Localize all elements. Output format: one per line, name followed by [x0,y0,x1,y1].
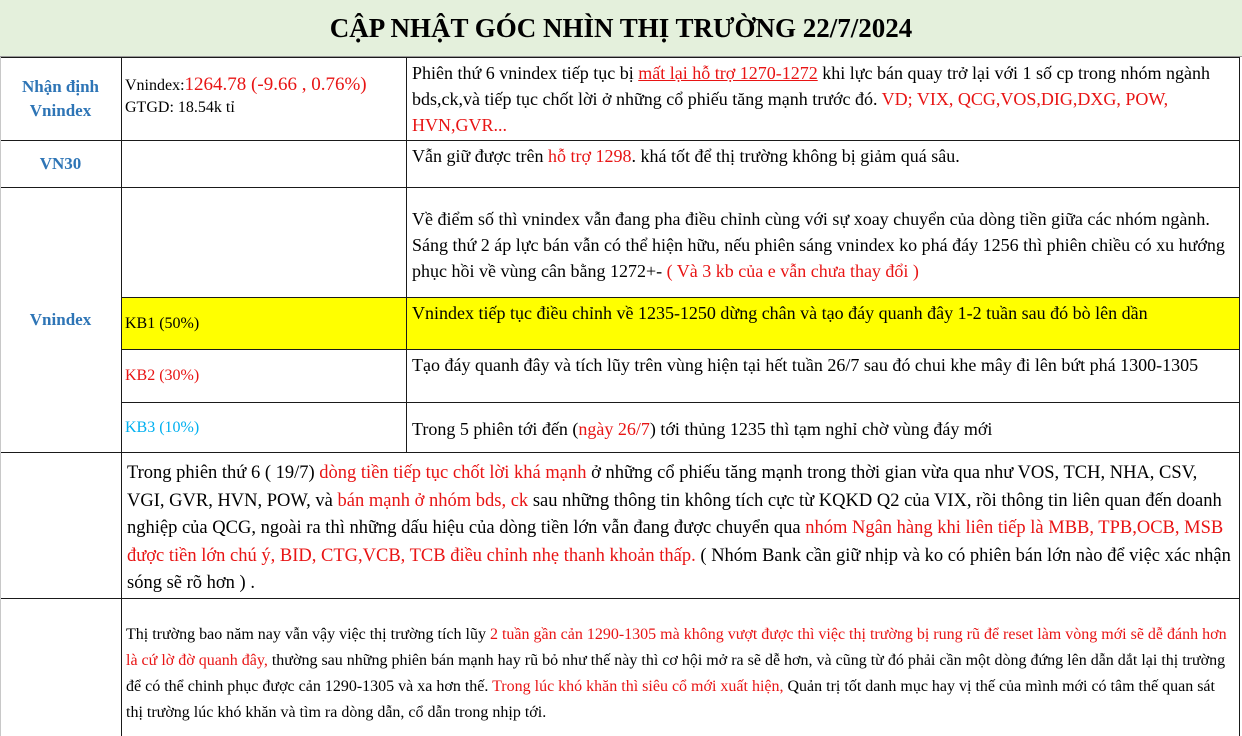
label-vnindex: Vnindex [29,310,92,329]
market-paragraph-2 [122,622,1239,734]
comment-vnindex [407,204,1239,296]
label-vn30: VN30 [39,154,82,173]
comment-vnindex-t1: Về điểm số thì vnindex vẫn đang pha điều chỉnh cùng với sự xoay chuyển của dòng tiền giữa các nhóm ngành. Sáng thứ 2 áp lực bán vẫn có thể hiện hữu, nếu phiên sáng vnindex ko phá đáy 1256 thì phiên chiều có xu hướng phục hồi về vùng cân bằng 1272+- [412,209,1225,281]
para2-c: thường sau những phiên bán mạnh hay rũ bỏ như thế này thì cơ hội mở ra sẽ dễ hơn, và cũng từ đó phải cần một dòng đứng lên dẫn dắt lại thị trường để có thể chinh phục được cản 1290-1305 và xa hơn thế. [126,652,1226,695]
kb3-text [407,403,1239,452]
label-nhan-dinh-line2: Vnindex [29,101,92,120]
kb3-text-c: ) tới thủng 1235 thì tạm nghỉ chờ vùng đáy mới [649,418,993,439]
para1-c: ở những cổ phiếu tăng mạnh trong thời gian vừa qua như VOS, TCH, NHA, CSV, VGI, GVR, HVN, POW, và [127,463,1198,511]
kb1-label: KB1 (50%) [125,314,200,332]
kb2-text: Tạo đáy quanh đây và tích lũy trên vùng hiện tại hết tuần 26/7 sau đó chui khe mây đi lên bứt phá 1300-1305 [412,355,1199,375]
para1-f: nhóm Ngân hàng khi liên tiếp là MBB, TPB,OCB, MSB được tiền lớn chú ý, BID, CTG,VCB, TCB điều chỉnh nhẹ thanh khoản thấp. [127,518,1224,566]
para2-d: Trong lúc khó khăn thì siêu cổ mới xuất hiện, [492,678,784,695]
para1-e: sau những thông tin không tích cực từ KQKD Q2 của VIX, rồi thông tin liên quan đến doanh nghiệp của QCG, ngoài ra thì những dấu hiệu của dòng tiền lớn vẫn đang được chuyển qua [127,490,1222,538]
comment-vnindex-note: ( Và 3 kb của e vẫn chưa thay đổi ) [666,261,919,281]
kb1-text: Vnindex tiếp tục điều chỉnh về 1235-1250 dừng chân và tạo đáy quanh đây 1-2 tuần sau đó bò lên dần [412,303,1148,323]
label-nhan-dinh-line1: Nhận định [21,77,100,96]
index-box [122,72,406,132]
comment-row1-t3: khi lực bán quay trở lại với 1 số cp trong nhóm ngành bds,ck,và tiếp tục chốt lời ở những cổ phiếu tăng mạnh trước đó. [412,63,1210,109]
para1-d: bán mạnh ở nhóm bds, ck [337,490,529,511]
page-title: CẬP NHẬT GÓC NHÌN THỊ TRƯỜNG 22/7/2024 [0,0,1242,57]
market-paragraph-1 [122,458,1239,598]
comment-vn30 [407,141,1239,187]
label-nhan-dinh [0,58,121,140]
comment-row1-t1: Phiên thứ 6 vnindex tiếp tục bị [412,63,639,83]
kb3-text-a: Trong 5 phiên tới đến ( [412,418,579,439]
index-value: 1264.78 (-9.66 , 0.76%) [184,74,367,95]
kb2-label: KB2 (30%) [125,367,200,384]
index-prefix: Vnindex: [125,77,185,94]
gtgd-value: GTGD: 18.54k tỉ [125,99,235,116]
comment-row1-support: mất lại hỗ trợ 1270-1272 [638,63,818,83]
para2-a: Thị trường bao năm nay vẫn vậy việc thị trường tích lũy [126,626,490,643]
comment-row1 [407,58,1239,140]
kb3-label: KB3 (10%) [125,418,200,436]
comment-vn30-t1: Vẫn giữ được trên [412,146,548,166]
para1-b: dòng tiền tiếp tục chốt lời khá mạnh [319,463,587,483]
para2-b: 2 tuần gần cản 1290-1305 mà không vượt được thì việc thị trường bị rung rũ để reset làm vòng mới sẽ dễ đánh hơn là cứ lờ đờ quanh đây, [126,626,1227,669]
comment-vn30-t3: . khá tốt để thị trường không bị giảm quá sâu. [631,146,960,166]
para2-e: Quản trị tốt danh mục hay vị thế của mình mới có tâm thế quan sát thị trường lúc khó khăn và tìm ra dòng dẫn, cổ dẫn trong nhịp tới. [126,678,1215,721]
kb3-date: ngày 26/7 [578,418,650,439]
para1-a: Trong phiên thứ 6 ( 19/7) [127,463,320,483]
comment-vn30-support: hỗ trợ 1298 [548,146,632,166]
para1-g: ( Nhóm Bank cần giữ nhịp và ko có phiên bán lớn nào để việc xác nhận sóng sẽ rõ hơn ) . [127,545,1231,593]
comment-row1-tickers: VD; VIX, QCG,VOS,DIG,DXG, POW, HVN,GVR... [412,89,1169,135]
